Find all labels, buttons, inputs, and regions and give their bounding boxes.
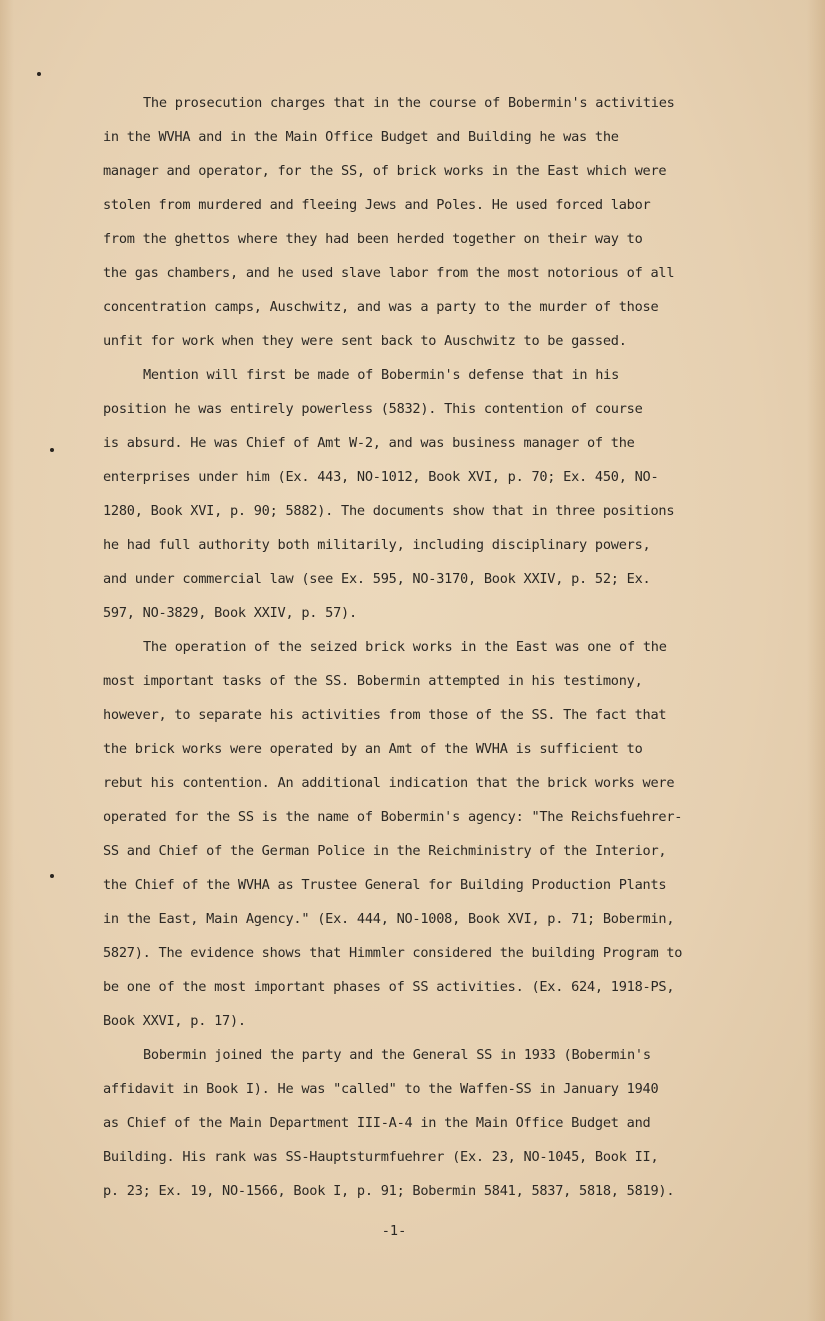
paragraph-line: as Chief of the Main Department III-A-4 in the Main Office Budget and [103,1115,651,1131]
page-number: -1- [381,1223,407,1239]
paragraph-line: affidavit in Book I). He was "called" to the Waffen-SS in January 1940 [103,1081,659,1097]
paragraph-line: manager and operator, for the SS, of brick works in the East which were [103,163,667,179]
paragraph-line: position he was entirely powerless (5832). This contention of course [103,401,643,417]
paragraph-line: be one of the most important phases of SS activities. (Ex. 624, 1918-PS, [103,979,675,995]
paragraph-line: the gas chambers, and he used slave labor from the most notorious of all [103,265,675,281]
paragraph-line: most important tasks of the SS. Bobermin attempted in his testimony, [103,673,643,689]
paper-edge-left [0,0,14,1321]
paragraph-line: Building. His rank was SS-Hauptsturmfuehrer (Ex. 23, NO-1045, Book II, [103,1149,659,1165]
paragraph-line: the brick works were operated by an Amt of the WVHA is sufficient to [103,741,643,757]
paragraph-line: p. 23; Ex. 19, NO-1566, Book I, p. 91; Bobermin 5841, 5837, 5818, 5819). [103,1183,675,1199]
paragraph-line: Book XXVI, p. 17). [103,1013,246,1029]
paragraph-line: he had full authority both militarily, including disciplinary powers, [103,537,651,553]
binding-hole-mark [50,448,54,452]
paragraph-line: is absurd. He was Chief of Amt W-2, and was business manager of the [103,435,635,451]
paragraph-line: stolen from murdered and fleeing Jews and Poles. He used forced labor [103,197,651,213]
document-body [103,86,719,1208]
paragraph-line: and under commercial law (see Ex. 595, NO-3170, Book XXIV, p. 52; Ex. [103,571,651,587]
paragraph-line: unfit for work when they were sent back to Auschwitz to be gassed. [103,333,627,349]
binding-hole-mark [50,874,54,878]
paragraph-line: The operation of the seized brick works in the East was one of the [143,639,667,655]
paragraph-line: operated for the SS is the name of Bobermin's agency: "The Reichsfuehrer- [103,809,683,825]
paper-edge-right [807,0,825,1321]
paragraph-line: SS and Chief of the German Police in the Reichministry of the Interior, [103,843,667,859]
paragraph-line: in the WVHA and in the Main Office Budget and Building he was the [103,129,619,145]
paragraph-line: rebut his contention. An additional indication that the brick works were [103,775,675,791]
paragraph-line: 5827). The evidence shows that Himmler considered the building Program to [103,945,683,961]
paragraph-line: in the East, Main Agency." (Ex. 444, NO-1008, Book XVI, p. 71; Bobermin, [103,911,675,927]
paragraph-line: Bobermin joined the party and the General SS in 1933 (Bobermin's [143,1047,651,1063]
paragraph-line: however, to separate his activities from those of the SS. The fact that [103,707,667,723]
paragraph-line: enterprises under him (Ex. 443, NO-1012, Book XVI, p. 70; Ex. 450, NO- [103,469,659,485]
paragraph-line: concentration camps, Auschwitz, and was a party to the murder of those [103,299,659,315]
paragraph-line: Mention will first be made of Bobermin's defense that in his [143,367,620,383]
paragraph-line: The prosecution charges that in the course of Bobermin's activities [143,95,675,111]
paragraph-line: 1280, Book XVI, p. 90; 5882). The documents show that in three positions [103,503,675,519]
binding-hole-mark [37,72,41,76]
paragraph-line: the Chief of the WVHA as Trustee General for Building Production Plants [103,877,667,893]
paragraph-line: 597, NO-3829, Book XXIV, p. 57). [103,605,357,621]
paragraph-line: from the ghettos where they had been herded together on their way to [103,231,643,247]
